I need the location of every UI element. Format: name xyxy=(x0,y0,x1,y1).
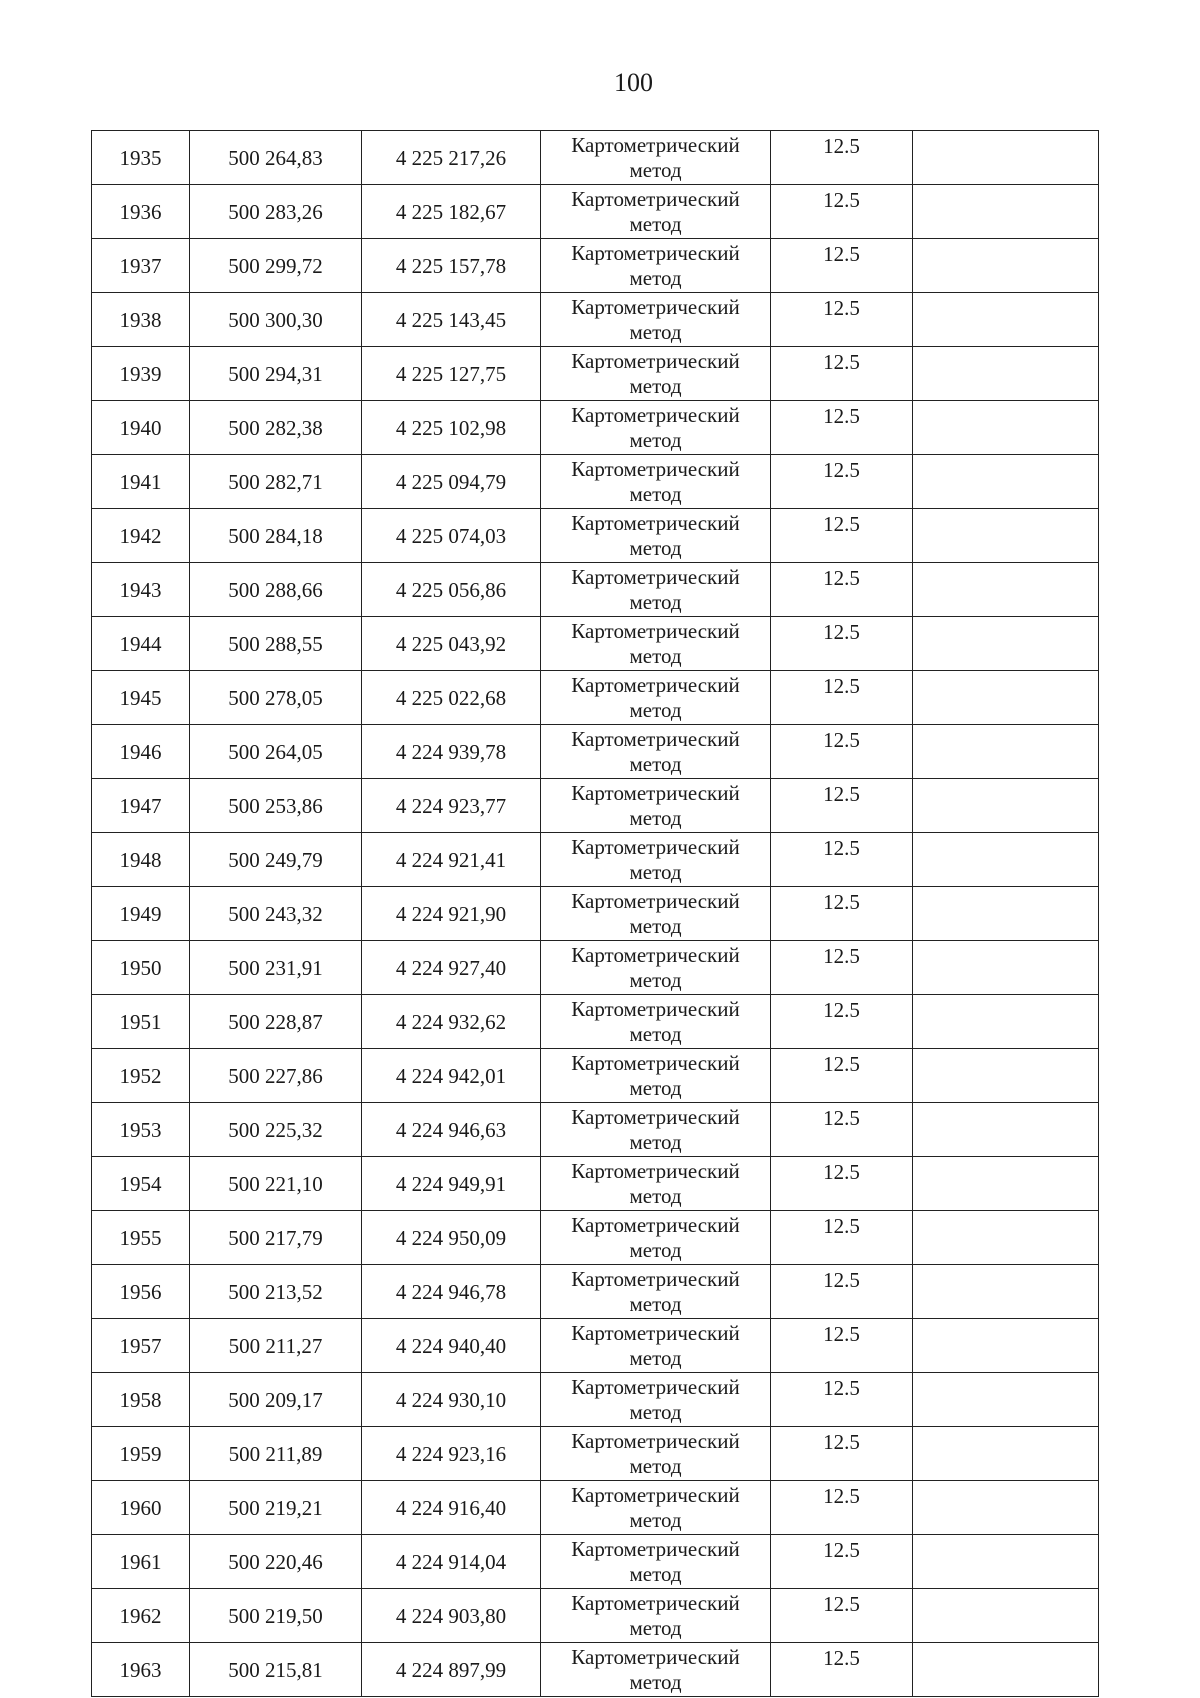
method-cell xyxy=(541,1157,771,1211)
method-line-2: метод xyxy=(629,1508,682,1532)
note-cell xyxy=(913,347,1099,401)
method-line-1: Картометрический xyxy=(571,133,740,157)
method-cell xyxy=(541,185,771,239)
point-number-cell: 1946 xyxy=(92,725,190,779)
accuracy-cell: 12.5 xyxy=(771,563,913,617)
method-cell xyxy=(541,1643,771,1697)
method-cell xyxy=(541,563,771,617)
method-line-1: Картометрический xyxy=(571,1645,740,1669)
y-coordinate-cell: 4 224 927,40 xyxy=(362,941,541,995)
x-coordinate-cell: 500 249,79 xyxy=(190,833,362,887)
point-number-cell: 1961 xyxy=(92,1535,190,1589)
note-cell xyxy=(913,1643,1099,1697)
method-line-1: Картометрический xyxy=(571,1375,740,1399)
method-line-1: Картометрический xyxy=(571,187,740,211)
accuracy-cell: 12.5 xyxy=(771,455,913,509)
note-cell xyxy=(913,1211,1099,1265)
table-row xyxy=(92,833,1099,887)
y-coordinate-cell: 4 224 921,41 xyxy=(362,833,541,887)
method-line-1: Картометрический xyxy=(571,889,740,913)
method-cell xyxy=(541,347,771,401)
method-line-2: метод xyxy=(629,212,682,236)
accuracy-cell: 12.5 xyxy=(771,401,913,455)
note-cell xyxy=(913,1319,1099,1373)
table-row xyxy=(92,347,1099,401)
table-row xyxy=(92,671,1099,725)
point-number-cell: 1951 xyxy=(92,995,190,1049)
y-coordinate-cell: 4 225 094,79 xyxy=(362,455,541,509)
coordinates-table xyxy=(91,130,1099,1697)
method-cell xyxy=(541,1319,771,1373)
method-cell xyxy=(541,617,771,671)
method-line-1: Картометрический xyxy=(571,1591,740,1615)
accuracy-cell: 12.5 xyxy=(771,779,913,833)
method-line-1: Картометрический xyxy=(571,565,740,589)
method-line-1: Картометрический xyxy=(571,1483,740,1507)
x-coordinate-cell: 500 217,79 xyxy=(190,1211,362,1265)
method-line-1: Картометрический xyxy=(571,1213,740,1237)
method-line-1: Картометрический xyxy=(571,1267,740,1291)
table-row xyxy=(92,1427,1099,1481)
x-coordinate-cell: 500 300,30 xyxy=(190,293,362,347)
point-number-cell: 1963 xyxy=(92,1643,190,1697)
method-line-1: Картометрический xyxy=(571,511,740,535)
accuracy-cell: 12.5 xyxy=(771,1643,913,1697)
x-coordinate-cell: 500 282,71 xyxy=(190,455,362,509)
table-row xyxy=(92,1373,1099,1427)
method-line-1: Картометрический xyxy=(571,727,740,751)
x-coordinate-cell: 500 228,87 xyxy=(190,995,362,1049)
method-line-2: метод xyxy=(629,752,682,776)
x-coordinate-cell: 500 215,81 xyxy=(190,1643,362,1697)
y-coordinate-cell: 4 224 932,62 xyxy=(362,995,541,1049)
method-line-2: метод xyxy=(629,1400,682,1424)
x-coordinate-cell: 500 288,66 xyxy=(190,563,362,617)
point-number-cell: 1938 xyxy=(92,293,190,347)
point-number-cell: 1937 xyxy=(92,239,190,293)
note-cell xyxy=(913,617,1099,671)
x-coordinate-cell: 500 221,10 xyxy=(190,1157,362,1211)
method-line-2: метод xyxy=(629,968,682,992)
x-coordinate-cell: 500 288,55 xyxy=(190,617,362,671)
accuracy-cell: 12.5 xyxy=(771,995,913,1049)
method-line-1: Картометрический xyxy=(571,997,740,1021)
note-cell xyxy=(913,941,1099,995)
accuracy-cell: 12.5 xyxy=(771,131,913,185)
method-line-1: Картометрический xyxy=(571,1537,740,1561)
x-coordinate-cell: 500 220,46 xyxy=(190,1535,362,1589)
coordinates-table-body xyxy=(92,131,1099,1697)
x-coordinate-cell: 500 231,91 xyxy=(190,941,362,995)
note-cell xyxy=(913,887,1099,941)
page-number: 100 xyxy=(614,68,653,97)
method-line-1: Картометрический xyxy=(571,1321,740,1345)
note-cell xyxy=(913,1427,1099,1481)
point-number-cell: 1941 xyxy=(92,455,190,509)
table-row xyxy=(92,293,1099,347)
method-line-1: Картометрический xyxy=(571,295,740,319)
accuracy-cell: 12.5 xyxy=(771,617,913,671)
note-cell xyxy=(913,995,1099,1049)
method-line-2: метод xyxy=(629,1184,682,1208)
x-coordinate-cell: 500 209,17 xyxy=(190,1373,362,1427)
y-coordinate-cell: 4 224 903,80 xyxy=(362,1589,541,1643)
note-cell xyxy=(913,293,1099,347)
note-cell xyxy=(913,725,1099,779)
table-row xyxy=(92,779,1099,833)
x-coordinate-cell: 500 264,83 xyxy=(190,131,362,185)
point-number-cell: 1962 xyxy=(92,1589,190,1643)
method-line-1: Картометрический xyxy=(571,1159,740,1183)
y-coordinate-cell: 4 225 022,68 xyxy=(362,671,541,725)
method-line-2: метод xyxy=(629,374,682,398)
accuracy-cell: 12.5 xyxy=(771,347,913,401)
accuracy-cell: 12.5 xyxy=(771,887,913,941)
method-line-1: Картометрический xyxy=(571,241,740,265)
method-line-2: метод xyxy=(629,266,682,290)
point-number-cell: 1958 xyxy=(92,1373,190,1427)
accuracy-cell: 12.5 xyxy=(771,833,913,887)
y-coordinate-cell: 4 224 916,40 xyxy=(362,1481,541,1535)
y-coordinate-cell: 4 225 157,78 xyxy=(362,239,541,293)
note-cell xyxy=(913,1535,1099,1589)
table-row xyxy=(92,1535,1099,1589)
point-number-cell: 1943 xyxy=(92,563,190,617)
y-coordinate-cell: 4 225 217,26 xyxy=(362,131,541,185)
note-cell xyxy=(913,455,1099,509)
x-coordinate-cell: 500 284,18 xyxy=(190,509,362,563)
method-line-2: метод xyxy=(629,806,682,830)
method-line-1: Картометрический xyxy=(571,1429,740,1453)
method-line-2: метод xyxy=(629,1616,682,1640)
method-cell xyxy=(541,239,771,293)
x-coordinate-cell: 500 264,05 xyxy=(190,725,362,779)
table-row xyxy=(92,509,1099,563)
method-line-1: Картометрический xyxy=(571,781,740,805)
accuracy-cell: 12.5 xyxy=(771,293,913,347)
accuracy-cell: 12.5 xyxy=(771,239,913,293)
method-cell xyxy=(541,1103,771,1157)
point-number-cell: 1942 xyxy=(92,509,190,563)
accuracy-cell: 12.5 xyxy=(771,509,913,563)
table-row xyxy=(92,185,1099,239)
table-row xyxy=(92,1157,1099,1211)
method-line-1: Картометрический xyxy=(571,943,740,967)
method-line-2: метод xyxy=(629,1346,682,1370)
note-cell xyxy=(913,1157,1099,1211)
point-number-cell: 1945 xyxy=(92,671,190,725)
method-cell xyxy=(541,833,771,887)
x-coordinate-cell: 500 299,72 xyxy=(190,239,362,293)
note-cell xyxy=(913,1049,1099,1103)
table-row xyxy=(92,887,1099,941)
x-coordinate-cell: 500 294,31 xyxy=(190,347,362,401)
x-coordinate-cell: 500 243,32 xyxy=(190,887,362,941)
table-row xyxy=(92,563,1099,617)
table-row xyxy=(92,1265,1099,1319)
method-cell xyxy=(541,887,771,941)
method-line-2: метод xyxy=(629,1130,682,1154)
method-cell xyxy=(541,1265,771,1319)
method-cell xyxy=(541,779,771,833)
note-cell xyxy=(913,509,1099,563)
table-row xyxy=(92,1643,1099,1697)
accuracy-cell: 12.5 xyxy=(771,1481,913,1535)
note-cell xyxy=(913,563,1099,617)
note-cell xyxy=(913,833,1099,887)
method-cell xyxy=(541,1427,771,1481)
accuracy-cell: 12.5 xyxy=(771,1211,913,1265)
y-coordinate-cell: 4 225 127,75 xyxy=(362,347,541,401)
y-coordinate-cell: 4 224 950,09 xyxy=(362,1211,541,1265)
method-line-2: метод xyxy=(629,1076,682,1100)
table-row xyxy=(92,1049,1099,1103)
method-line-1: Картометрический xyxy=(571,1051,740,1075)
y-coordinate-cell: 4 224 949,91 xyxy=(362,1157,541,1211)
note-cell xyxy=(913,671,1099,725)
note-cell xyxy=(913,779,1099,833)
point-number-cell: 1954 xyxy=(92,1157,190,1211)
method-line-2: метод xyxy=(629,698,682,722)
method-line-2: метод xyxy=(629,428,682,452)
point-number-cell: 1960 xyxy=(92,1481,190,1535)
y-coordinate-cell: 4 224 923,77 xyxy=(362,779,541,833)
method-cell xyxy=(541,671,771,725)
point-number-cell: 1947 xyxy=(92,779,190,833)
note-cell xyxy=(913,239,1099,293)
x-coordinate-cell: 500 253,86 xyxy=(190,779,362,833)
y-coordinate-cell: 4 224 914,04 xyxy=(362,1535,541,1589)
method-cell xyxy=(541,725,771,779)
method-line-1: Картометрический xyxy=(571,673,740,697)
method-line-2: метод xyxy=(629,482,682,506)
point-number-cell: 1939 xyxy=(92,347,190,401)
method-cell xyxy=(541,1481,771,1535)
method-line-2: метод xyxy=(629,1022,682,1046)
method-cell xyxy=(541,509,771,563)
point-number-cell: 1949 xyxy=(92,887,190,941)
accuracy-cell: 12.5 xyxy=(771,1427,913,1481)
x-coordinate-cell: 500 219,50 xyxy=(190,1589,362,1643)
method-cell xyxy=(541,455,771,509)
point-number-cell: 1955 xyxy=(92,1211,190,1265)
method-line-2: метод xyxy=(629,320,682,344)
accuracy-cell: 12.5 xyxy=(771,1319,913,1373)
point-number-cell: 1935 xyxy=(92,131,190,185)
accuracy-cell: 12.5 xyxy=(771,1049,913,1103)
y-coordinate-cell: 4 225 102,98 xyxy=(362,401,541,455)
note-cell xyxy=(913,1373,1099,1427)
method-line-2: метод xyxy=(629,536,682,560)
method-line-2: метод xyxy=(629,860,682,884)
note-cell xyxy=(913,185,1099,239)
y-coordinate-cell: 4 225 182,67 xyxy=(362,185,541,239)
x-coordinate-cell: 500 227,86 xyxy=(190,1049,362,1103)
table-row xyxy=(92,1589,1099,1643)
x-coordinate-cell: 500 225,32 xyxy=(190,1103,362,1157)
method-line-2: метод xyxy=(629,1562,682,1586)
y-coordinate-cell: 4 224 946,78 xyxy=(362,1265,541,1319)
y-coordinate-cell: 4 225 074,03 xyxy=(362,509,541,563)
point-number-cell: 1948 xyxy=(92,833,190,887)
note-cell xyxy=(913,1103,1099,1157)
method-line-2: метод xyxy=(629,158,682,182)
method-line-2: метод xyxy=(629,1454,682,1478)
y-coordinate-cell: 4 224 921,90 xyxy=(362,887,541,941)
x-coordinate-cell: 500 283,26 xyxy=(190,185,362,239)
method-line-2: метод xyxy=(629,1238,682,1262)
note-cell xyxy=(913,1265,1099,1319)
point-number-cell: 1940 xyxy=(92,401,190,455)
method-cell xyxy=(541,941,771,995)
y-coordinate-cell: 4 224 942,01 xyxy=(362,1049,541,1103)
method-cell xyxy=(541,293,771,347)
accuracy-cell: 12.5 xyxy=(771,1103,913,1157)
method-cell xyxy=(541,1589,771,1643)
table-row xyxy=(92,239,1099,293)
x-coordinate-cell: 500 278,05 xyxy=(190,671,362,725)
accuracy-cell: 12.5 xyxy=(771,941,913,995)
table-row xyxy=(92,455,1099,509)
point-number-cell: 1952 xyxy=(92,1049,190,1103)
table-row xyxy=(92,1103,1099,1157)
x-coordinate-cell: 500 219,21 xyxy=(190,1481,362,1535)
x-coordinate-cell: 500 211,89 xyxy=(190,1427,362,1481)
method-cell xyxy=(541,401,771,455)
y-coordinate-cell: 4 224 897,99 xyxy=(362,1643,541,1697)
y-coordinate-cell: 4 225 043,92 xyxy=(362,617,541,671)
x-coordinate-cell: 500 211,27 xyxy=(190,1319,362,1373)
point-number-cell: 1957 xyxy=(92,1319,190,1373)
point-number-cell: 1944 xyxy=(92,617,190,671)
table-row xyxy=(92,131,1099,185)
point-number-cell: 1959 xyxy=(92,1427,190,1481)
table-row xyxy=(92,401,1099,455)
y-coordinate-cell: 4 224 930,10 xyxy=(362,1373,541,1427)
point-number-cell: 1956 xyxy=(92,1265,190,1319)
method-line-2: метод xyxy=(629,644,682,668)
x-coordinate-cell: 500 282,38 xyxy=(190,401,362,455)
table-row xyxy=(92,1319,1099,1373)
note-cell xyxy=(913,1589,1099,1643)
y-coordinate-cell: 4 224 923,16 xyxy=(362,1427,541,1481)
y-coordinate-cell: 4 224 940,40 xyxy=(362,1319,541,1373)
y-coordinate-cell: 4 225 056,86 xyxy=(362,563,541,617)
method-line-1: Картометрический xyxy=(571,835,740,859)
accuracy-cell: 12.5 xyxy=(771,671,913,725)
x-coordinate-cell: 500 213,52 xyxy=(190,1265,362,1319)
table-row xyxy=(92,1211,1099,1265)
table-row xyxy=(92,617,1099,671)
table-row xyxy=(92,725,1099,779)
note-cell xyxy=(913,1481,1099,1535)
accuracy-cell: 12.5 xyxy=(771,1589,913,1643)
y-coordinate-cell: 4 224 939,78 xyxy=(362,725,541,779)
y-coordinate-cell: 4 224 946,63 xyxy=(362,1103,541,1157)
accuracy-cell: 12.5 xyxy=(771,1535,913,1589)
method-line-1: Картометрический xyxy=(571,457,740,481)
method-cell xyxy=(541,1211,771,1265)
accuracy-cell: 12.5 xyxy=(771,725,913,779)
note-cell xyxy=(913,401,1099,455)
point-number-cell: 1936 xyxy=(92,185,190,239)
method-cell xyxy=(541,1049,771,1103)
method-cell xyxy=(541,1373,771,1427)
method-cell xyxy=(541,1535,771,1589)
method-line-1: Картометрический xyxy=(571,1105,740,1129)
point-number-cell: 1953 xyxy=(92,1103,190,1157)
y-coordinate-cell: 4 225 143,45 xyxy=(362,293,541,347)
method-cell xyxy=(541,995,771,1049)
method-line-1: Картометрический xyxy=(571,349,740,373)
note-cell xyxy=(913,131,1099,185)
method-line-1: Картометрический xyxy=(571,403,740,427)
method-line-2: метод xyxy=(629,914,682,938)
method-line-2: метод xyxy=(629,1292,682,1316)
accuracy-cell: 12.5 xyxy=(771,1373,913,1427)
accuracy-cell: 12.5 xyxy=(771,1157,913,1211)
method-cell xyxy=(541,131,771,185)
method-line-2: метод xyxy=(629,590,682,614)
table-row xyxy=(92,1481,1099,1535)
method-line-1: Картометрический xyxy=(571,619,740,643)
accuracy-cell: 12.5 xyxy=(771,1265,913,1319)
accuracy-cell: 12.5 xyxy=(771,185,913,239)
point-number-cell: 1950 xyxy=(92,941,190,995)
method-line-2: метод xyxy=(629,1670,682,1694)
table-row xyxy=(92,941,1099,995)
table-row xyxy=(92,995,1099,1049)
